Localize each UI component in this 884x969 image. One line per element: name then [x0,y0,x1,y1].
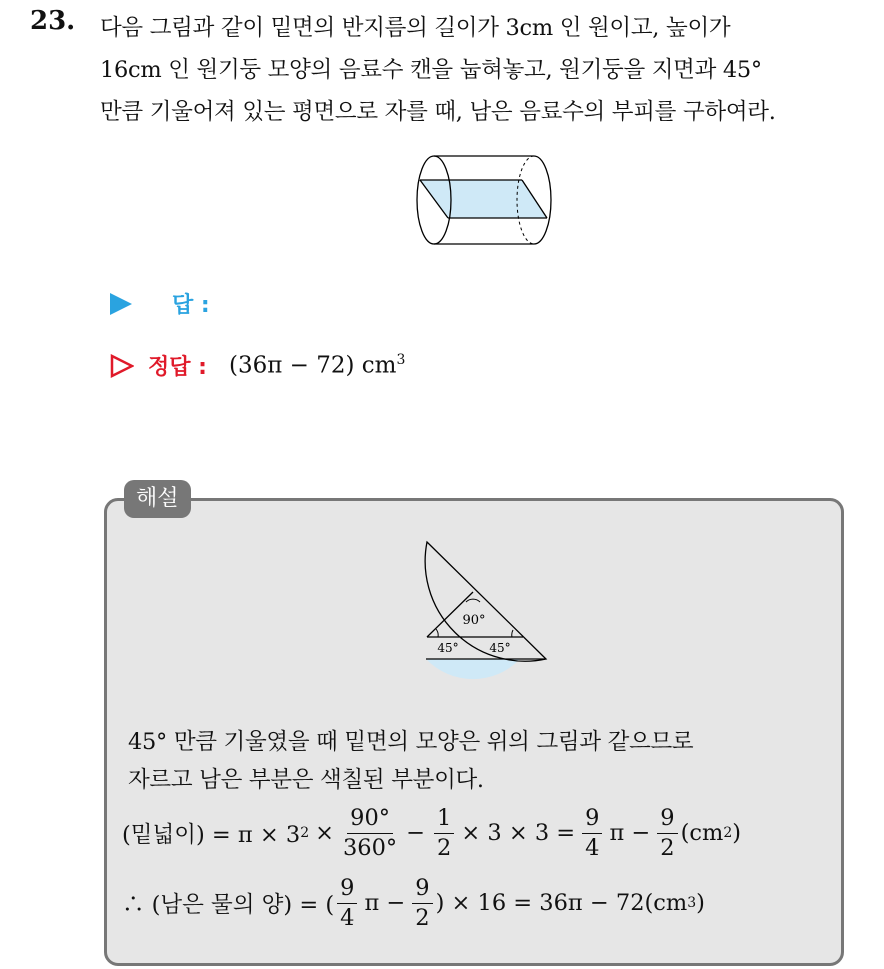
answer-row [110,288,210,319]
question-text-line-1: 다음 그림과 같이 밑면의 반지름의 길이가 3cm 인 원이고, 높이가 [100,15,731,41]
angle-label-right: 45° [489,641,511,655]
solution-tag: 해설 [124,480,191,518]
angle-label-top: 90° [462,613,486,628]
correct-answer-row [110,350,405,381]
question-text-line-2: 16cm 인 원기둥 모양의 음료수 캔을 눕혀놓고, 원기둥을 지면과 45° [100,57,762,83]
cylinder-can-figure [410,150,560,250]
outline-triangle-icon [110,354,134,378]
solution-text-line-2: 자르고 남은 부분은 색칠된 부분이다. [128,767,484,793]
cross-section-figure [398,534,558,690]
solution-text-line-1: 45° 만큼 기울였을 때 밑면의 모양은 위의 그림과 같으므로 [128,729,694,755]
equation-remaining-volume: ∴ (남은 물의 양) = ( $\frac{9}{4}$ π − $\frac{9}{2}$ ) × 16 = 36π − 72(cm 3 ) [122,875,705,931]
question-text-line-3: 만큼 기울어져 있는 평면으로 자를 때, 남은 음료수의 부피를 구하여라. [100,99,776,125]
correct-answer-label: 정답 : [148,355,207,380]
correct-answer-value: (36π − 72) $cm^3$ [228,352,406,379]
filled-triangle-icon [110,293,132,315]
equation-base-area: (밑넓이) = π × 3 2 × $\frac{90^\circ}{360^\circ}$ − $\frac{1}{2}$ × 3 × 3 = $\frac{9}{4}$ π − $\frac{9}{2}$ (cm 2 ) [122,805,742,861]
question-number: 23. [30,6,76,36]
angle-label-left: 45° [437,641,459,655]
answer-label: 답 : [172,293,210,318]
